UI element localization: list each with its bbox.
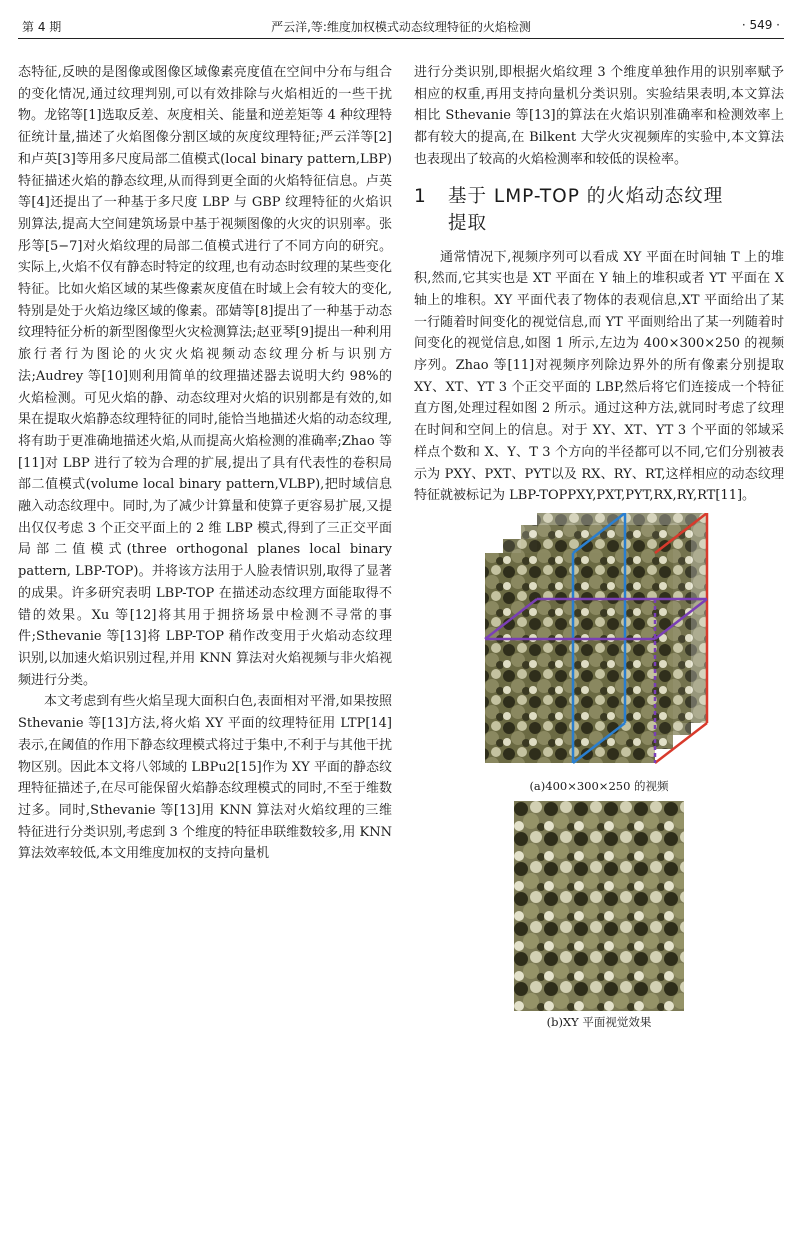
paragraph-left-1: 态特征,反映的是图像或图像区域像素亮度值在空间中分布与组合的变化情况,通过纹理判别,可以有效排除与火焰相近的一些干扰物。龙铭等[1]选取反差、灰度相关、能量和逆差矩等 4 种纹理特征统计量,描述了火焰图像分割区域的灰度纹理特征;严云洋等[2]和卢英[3]等用多尺度局部二值模式(local binary pattern,LBP)特征描述火焰的静态纹理,从而得到更全面的火焰特征信息。卢英等[4]还提出了一种基于多尺度 LBP 与 GBP 纹理特征的火焰识别算法,提高大空间建筑场景中基于视频图像的火灾的识别率。张彤等[5−7]对火焰纹理的局部二值模式进行了不同方向的研究。实际上,火焰不仅有静态时特定的纹理,也有动态时纹理的某些变化特征。比如火焰区域的某些像素灰度值在时域上会有较大的变化,特别是处于火焰边缘区域的像素。邵婧等[8]提出了一种基于动态纹理特征分析的新型图像型火灾检测算法;赵亚琴[9]提出一种利用旅行者行为图论的火灾火焰视频动态纹理分析与识别方法;Audrey 等[10]则利用简单的纹理描述器去说明大约 98%的火焰检测。可见火焰的静、动态纹理对火焰的识别都是有效的,如果在提取火焰静态纹理特征的同时,能恰当地描述火焰的动态纹理,将有助于更准确地描述火焰,从而提高火焰检测的准确率;Zhao 等[11]对 LBP 进行了较为合理的扩展,提出了具有代表性的卷积局部二值模式(volume local binary pattern,VLBP),把时域信息融入动态纹理中。同时,为了减少计算量和使算子更容易扩展,又提出仅仅考虑 3 个正交平面上的 2 维 LBP 模式,得到了三正交平面局部二值模式(three orthogonal planes local binary pattern, LBP-TOP)。并将该方法用于人脸表情识别,取得了显著的成果。许多研究表明 LBP-TOP 在描述动态纹理方面能取得不错的效果。Xu 等[12]将其用于拥挤场景中检测不寻常的事件;Sthevanie 等[13]将 LBP-TOP 稍作改变用于火焰动态纹理识别,以加速火焰识别过程,并用 KNN 算法对火焰视频与非火焰视频进行分类。 [18,65,392,688]
section-title-line1: 基于 LMP-TOP 的火焰动态纹理 [448,185,724,207]
issue-label: 第 4 期 [22,20,62,34]
running-header [18,16,784,39]
xy-plane-image [514,801,684,1011]
right-column [414,62,784,1035]
paragraph-right-body: 通常情况下,视频序列可以看成 XY 平面在时间轴 T 上的堆积,然而,它其实也是 XT 平面在 Y 轴上的堆积或者 YT 平面在 X 轴上的堆积。XY 平面代表了物体的表观信息,XT 平面给出了某一行随着时间变化的视觉信息,而 YT 平面则给出了某一列随着时间变化的视觉信息,如图 1 所示,左边为 400×300×250 的视频序列。Zhao 等[11]对视频序列除边界外的所有像素分别提取 XY、XT、YT 3 个正交平面的 LBP,然后将它们连接成一个特征直方图,处理过程如图 2 所示。通过这种方法,就同时考虑了纹理在时间和空间上的信息。对于 XY、XT、YT 3 个平面的邻域采样点个数和 X、Y、T 3 个方向的半径都可以不同,它们分别被表示为 PXY、PXT、PYT以及 RX、RY、RT,这样相应的动态纹理特征就被标记为 LBP-TOPPXY,PXT,PYT,RX,RY,RT[11]。 [414,249,784,504]
left-column [18,62,392,865]
figure-1a-caption: (a)400×300×250 的视频 [529,778,669,793]
figure-1b-caption: (b)XY 平面视觉效果 [546,1014,652,1029]
paragraph-right-intro: 进行分类识别,即根据火焰纹理 3 个维度单独作用的识别率赋予相应的权重,再用支持向量机分类识别。实验结果表明,本文算法相比 Sthevanie 等[13]的算法在火焰识别准确率和检测效率上都有较大的提高,在 Bilkent 大学火灾视频库的实验中,本文算法也表现出了较高的火焰检测率和较低的误检率。 [414,65,784,167]
section-number: 1 [414,185,427,207]
page-number: · 549 · [741,18,780,32]
figure-1b [414,801,784,1031]
video-cube-figure [477,513,721,775]
figure-1a [414,513,784,795]
running-title: 严云洋,等:维度加权模式动态纹理特征的火焰检测 [271,20,531,34]
section-title-line2: 提取 [448,212,488,234]
paragraph-left-2: 本文考虑到有些火焰呈现大面积白色,表面相对平滑,如果按照 Sthevanie 等[13]方法,将火焰 XY 平面的纹理特征用 LTP[14]表示,在阈值的作用下静态纹理模式将过于集中,不利于与其他干扰物区别。因此本文将八邻域的 LBPu2[15]作为 XY 平面的静态纹理特征描述子,在尽可能保留火焰静态纹理模式的同时,不至于维数过多。同时,Sthevanie 等[13]用 KNN 算法对火焰纹理的三维特征进行分类识别,考虑到 3 个维度的特征串联维数较多,用 KNN 算法效率较低,本文用维度加权的支持向量机 [18,694,392,862]
section-heading [414,183,784,237]
